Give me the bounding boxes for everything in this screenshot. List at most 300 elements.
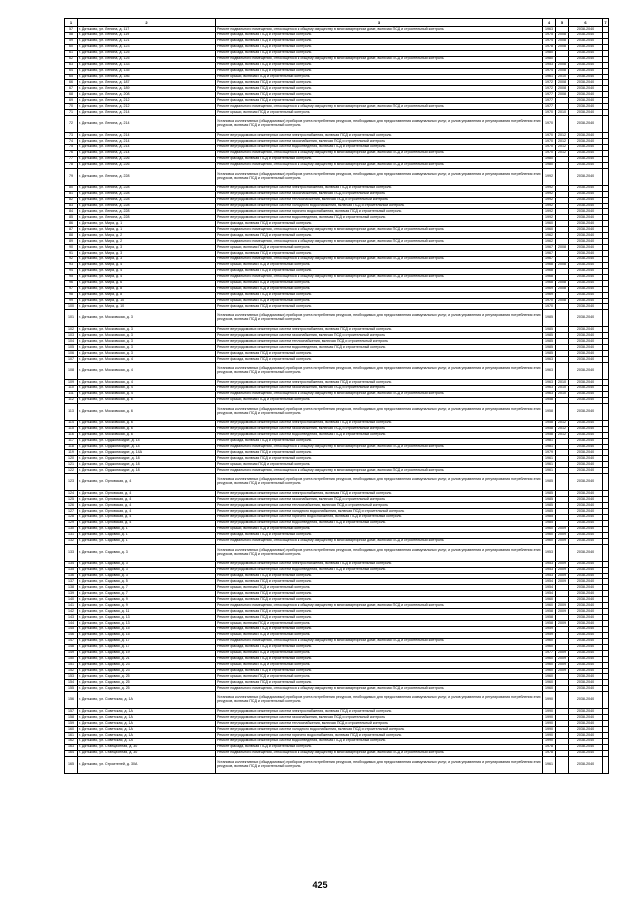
planned-period-cell: 2038-2040 [569, 444, 603, 450]
built-year-cell: 1992 [543, 203, 556, 209]
built-year-cell: 1972 [543, 86, 556, 92]
table-row [65, 310, 609, 327]
last-repair-year-cell [556, 310, 569, 327]
row-number-cell: 106 [65, 351, 78, 357]
row-number-cell: 137 [65, 579, 78, 585]
work-type-cell: Ремонт крыши, включая ПСД и строительный контроль [216, 526, 543, 532]
row-number-cell: 82 [65, 197, 78, 203]
address-cell: г. Дятьково, ул. Ленина, д. 125 [78, 50, 216, 56]
row-number-cell: 122 [65, 468, 78, 474]
work-type-cell: Установка коллективных (общедомовых) приборов учета потребления ресурсов, необходимых для предоставления коммунальных услуг, и узлов управления и регулирования потребления этих ресурсов, включая ПСД и строительный контроль [216, 403, 543, 420]
row-number-cell: 153 [65, 674, 78, 680]
work-type-cell: Ремонт подвального помещения, относящегося к общему имуществу в многоквартирном доме, включая ПСД и строительный контроль [216, 391, 543, 397]
planned-period-cell: 2038-2040 [569, 351, 603, 357]
built-year-cell: 1985 [543, 503, 556, 509]
address-cell: г. Дятьково, ул. Мира, д. 4 [78, 274, 216, 280]
work-type-cell: Ремонт внутридомовых инженерных систем газоснабжения, включая ПСД и строительный контроль [216, 385, 543, 391]
row-number-cell: 148 [65, 644, 78, 650]
planned-period-cell: 2038-2040 [569, 573, 603, 579]
row-number-cell: 144 [65, 621, 78, 627]
work-type-cell: Ремонт подвального помещения, относящегося к общему имуществу в многоквартирном доме, включая ПСД и строительный контроль [216, 162, 543, 168]
planned-period-cell: 2038-2040 [569, 438, 603, 444]
address-cell: г. Дятьково, ул. Садовая, д. 25 [78, 686, 216, 692]
last-repair-year-cell: 2012 [556, 420, 569, 426]
planned-period-cell: 2038-2040 [569, 709, 603, 715]
work-type-cell: Ремонт фасада, включая ПСД и строительный контроль [216, 609, 543, 615]
built-year-cell: 1974 [543, 38, 556, 44]
planned-period-cell: 2038-2040 [569, 621, 603, 627]
address-cell: г. Дятьково, ул. Ленина, д. 117 [78, 27, 216, 33]
work-type-cell: Ремонт крыши, включая ПСД и строительный контроль [216, 632, 543, 638]
built-year-cell: 1968 [543, 268, 556, 274]
address-cell: г. Дятьково, ул. Орловская, д. 4 [78, 474, 216, 491]
built-year-cell: 1960 [543, 686, 556, 692]
address-cell: г. Дятьково, ул. Ленина, д. 214 [78, 150, 216, 156]
work-type-cell: Ремонт подвального помещения, относящегося к общему имуществу в многоквартирном доме, включая ПСД и строительный контроль [216, 227, 543, 233]
header-cell: 2 [78, 19, 216, 27]
last-repair-year-cell: 2009 [556, 561, 569, 567]
last-repair-year-cell: 2010 [556, 110, 569, 116]
header-cell: 4 [543, 19, 556, 27]
built-year-cell: 1960 [543, 526, 556, 532]
address-cell: г. Дятьково, ул. Московская, д. 4 [78, 380, 216, 386]
row-number-cell: 111 [65, 391, 78, 397]
planned-period-cell: 2038-2040 [569, 609, 603, 615]
address-cell: г. Дятьково, ул. Садовая, д. 23 [78, 668, 216, 674]
work-type-cell: Ремонт подвального помещения, относящегося к общему имуществу в многоквартирном доме, включая ПСД и строительный контроль [216, 274, 543, 280]
work-type-cell: Ремонт внутридомовых инженерных систем водоотведения, включая ПСД и строительный контроль [216, 567, 543, 573]
built-year-cell: 1969 [543, 292, 556, 298]
built-year-cell: 1960 [543, 638, 556, 644]
work-type-cell: Установка коллективных (общедомовых) приборов учета потребления ресурсов, необходимых для предоставления коммунальных услуг, и узлов управления и регулирования потребления этих ресурсов, включая ПСД и строительный контроль [216, 544, 543, 561]
row-number-cell: 93 [65, 262, 78, 268]
work-type-cell: Ремонт фасада, включая ПСД и строительный контроль [216, 591, 543, 597]
address-cell: г. Дятьково, ул. Станционная, д. 30 [78, 744, 216, 750]
table-row [65, 116, 609, 133]
row-number-cell: 152 [65, 668, 78, 674]
address-cell: г. Дятьково, ул. Мира, д. 4 [78, 268, 216, 274]
last-repair-year-cell [556, 474, 569, 491]
built-year-cell: 1961 [543, 756, 556, 773]
work-type-cell: Ремонт внутридомовых инженерных систем водоотведения, включая ПСД и строительный контроль [216, 345, 543, 351]
work-type-cell: Ремонт внутридомовых инженерных систем горячего водоснабжения, включая ПСД и строительный контроль [216, 209, 543, 215]
address-cell: г. Дятьково, ул. Садовая, д. 9 [78, 597, 216, 603]
last-repair-year-cell: 2012 [556, 432, 569, 438]
row-number-cell: 141 [65, 603, 78, 609]
built-year-cell: 1963 [543, 363, 556, 380]
work-type-cell: Ремонт внутридомовых инженерных систем водоотведения, включая ПСД и строительный контроль [216, 215, 543, 221]
built-year-cell: 1980 [543, 50, 556, 56]
row-number-cell: 142 [65, 609, 78, 615]
header-cell: 5 [556, 19, 569, 27]
row-number-cell: 61 [65, 50, 78, 56]
work-type-cell: Ремонт крыши, включая ПСД и строительный контроль [216, 674, 543, 680]
row-number-cell: 131 [65, 532, 78, 538]
built-year-cell: 1959 [543, 632, 556, 638]
work-type-cell: Ремонт фасада, включая ПСД и строительный контроль [216, 292, 543, 298]
work-type-cell: Ремонт внутридомовых инженерных систем газоснабжения, включая ПСД и строительный контроль [216, 191, 543, 197]
planned-period-cell: 2038-2040 [569, 144, 603, 150]
empty-cell [603, 756, 609, 773]
planned-period-cell: 2038-2040 [569, 668, 603, 674]
address-cell: г. Дятьково, ул. Московская, д. 6 [78, 432, 216, 438]
last-repair-year-cell [556, 363, 569, 380]
work-type-cell: Ремонт внутридомовых инженерных систем теплоснабжения, включая ПСД и строительный контроль [216, 503, 543, 509]
address-cell: г. Дятьково, ул. Мира, д. 2 [78, 239, 216, 245]
row-number-cell: 79 [65, 168, 78, 185]
planned-period-cell: 2038-2040 [569, 692, 603, 709]
address-cell: г. Дятьково, ул. Мира, д. 2 [78, 233, 216, 239]
row-number-cell: 74 [65, 139, 78, 145]
row-number-cell: 75 [65, 144, 78, 150]
built-year-cell: 1992 [543, 209, 556, 215]
work-type-cell: Ремонт внутридомовых инженерных систем электроснабжения, включая ПСД и строительный контроль [216, 185, 543, 191]
last-repair-year-cell: 2009 [556, 573, 569, 579]
work-type-cell: Ремонт внутридомовых инженерных систем холодного водоснабжения, включая ПСД и строительный контроль [216, 727, 543, 733]
header-cell: 1 [65, 19, 78, 27]
built-year-cell: 1953 [543, 573, 556, 579]
address-cell: г. Дятьково, ул. Ленина, д. 228 [78, 168, 216, 185]
planned-period-cell: 2038-2040 [569, 44, 603, 50]
last-repair-year-cell: 2008 [556, 38, 569, 44]
planned-period-cell: 2038-2040 [569, 756, 603, 773]
built-year-cell: 1990 [543, 733, 556, 739]
planned-period-cell: 2038-2040 [569, 104, 603, 110]
work-type-cell: Ремонт подвального помещения, относящегося к общему имуществу в многоквартирном доме, включая ПСД и строительный контроль [216, 638, 543, 644]
work-type-cell: Установка коллективных (общедомовых) приборов учета потребления ресурсов, необходимых для предоставления коммунальных услуг, и узлов управления и регулирования потребления этих ресурсов, включая ПСД и строительный контроль [216, 116, 543, 133]
address-cell: г. Дятьково, ул. Садовая, д. 5 [78, 579, 216, 585]
planned-period-cell: 2038-2040 [569, 380, 603, 386]
row-number-cell: 120 [65, 456, 78, 462]
last-repair-year-cell: 2008 [556, 280, 569, 286]
address-cell: г. Дятьково, ул. Ленина, д. 228 [78, 215, 216, 221]
row-number-cell: 133 [65, 544, 78, 561]
address-cell: г. Дятьково, ул. Мира, д. 3 [78, 245, 216, 251]
row-number-cell: 81 [65, 191, 78, 197]
row-number-cell: 110 [65, 385, 78, 391]
planned-period-cell: 2038-2040 [569, 280, 603, 286]
address-cell: г. Дятьково, ул. Ленина, д. 228 [78, 185, 216, 191]
planned-period-cell: 2038-2040 [569, 656, 603, 662]
built-year-cell: 1970 [543, 133, 556, 139]
work-type-cell: Ремонт фасада, включая ПСД и строительный контроль [216, 251, 543, 257]
address-cell: г. Дятьково, ул. Ленина, д. 214 [78, 144, 216, 150]
last-repair-year-cell: 2008 [556, 245, 569, 251]
planned-period-cell: 2038-2040 [569, 268, 603, 274]
planned-period-cell: 2038-2040 [569, 632, 603, 638]
built-year-cell: 1960 [543, 674, 556, 680]
last-repair-year-cell: 2008 [556, 86, 569, 92]
built-year-cell: 1990 [543, 727, 556, 733]
address-cell: г. Дятьково, ул. Ленина, д. 228 [78, 197, 216, 203]
work-type-cell: Ремонт внутридомовых инженерных систем газоснабжения, включая ПСД и строительный контроль [216, 139, 543, 145]
work-type-cell: Ремонт фасада, включая ПСД и строительный контроль [216, 98, 543, 104]
planned-period-cell: 2038-2040 [569, 721, 603, 727]
row-number-cell: 145 [65, 626, 78, 632]
planned-period-cell: 2038-2040 [569, 750, 603, 756]
built-year-cell: 1992 [543, 191, 556, 197]
work-type-cell: Ремонт крыши, включая ПСД и строительный контроль [216, 397, 543, 403]
built-year-cell: 1958 [543, 615, 556, 621]
address-cell: г. Дятьково, ул. Садовая, д. 17 [78, 644, 216, 650]
work-type-cell: Установка коллективных (общедомовых) приборов учета потребления ресурсов, необходимых для предоставления коммунальных услуг, и узлов управления и регулирования потребления этих ресурсов, включая ПСД и строительный контроль [216, 310, 543, 327]
built-year-cell: 1954 [543, 585, 556, 591]
built-year-cell: 1963 [543, 385, 556, 391]
last-repair-year-cell: 2009 [556, 662, 569, 668]
address-cell: г. Дятьково, ул. Московская, д. 6 [78, 420, 216, 426]
built-year-cell: 1985 [543, 520, 556, 526]
row-number-cell: 158 [65, 715, 78, 721]
empty-cell [603, 474, 609, 491]
address-cell: г. Дятьково, ул. Орловская, д. 4 [78, 497, 216, 503]
work-type-cell: Ремонт подвального помещения, относящегося к общему имуществу в многоквартирном доме, включая ПСД и строительный контроль [216, 468, 543, 474]
built-year-cell: 1954 [543, 591, 556, 597]
planned-period-cell: 2038-2040 [569, 116, 603, 133]
address-cell: г. Дятьково, ул. Садовая, д. 1 [78, 526, 216, 532]
last-repair-year-cell: 2009 [556, 656, 569, 662]
address-cell: г. Дятьково, ул. Ленина, д. 212 [78, 104, 216, 110]
planned-period-cell: 2038-2040 [569, 80, 603, 86]
address-cell: г. Дятьково, ул. Московская, д. 3 [78, 310, 216, 327]
work-type-cell: Ремонт фасада, включая ПСД и строительный контроль [216, 680, 543, 686]
built-year-cell: 1960 [543, 662, 556, 668]
built-year-cell: 1970 [543, 139, 556, 145]
address-cell: г. Дятьково, ул. Мира, д. 10 [78, 298, 216, 304]
built-year-cell: 1958 [543, 621, 556, 627]
work-type-cell: Установка коллективных (общедомовых) приборов учета потребления ресурсов, необходимых для предоставления коммунальных услуг, и узлов управления и регулирования потребления этих ресурсов, включая ПСД и строительный контроль [216, 474, 543, 491]
work-type-cell: Ремонт внутридомовых инженерных систем водоотведения, включая ПСД и строительный контроль [216, 144, 543, 150]
built-year-cell: 1979 [543, 450, 556, 456]
planned-period-cell: 2038-2040 [569, 56, 603, 62]
work-type-cell: Ремонт внутридомовых инженерных систем горячего водоснабжения, включая ПСД и строительный контроль [216, 514, 543, 520]
planned-period-cell: 2038-2040 [569, 68, 603, 74]
address-cell: г. Дятьково, ул. Строителей, д. 30А [78, 756, 216, 773]
row-number-cell: 87 [65, 227, 78, 233]
planned-period-cell: 2038-2040 [569, 686, 603, 692]
built-year-cell: 1985 [543, 509, 556, 515]
row-number-cell: 150 [65, 656, 78, 662]
planned-period-cell: 2038-2040 [569, 544, 603, 561]
header-cell: 6 [569, 19, 603, 27]
work-type-cell: Ремонт внутридомовых инженерных систем электроснабжения, включая ПСД и строительный контроль [216, 491, 543, 497]
address-cell: г. Дятьково, ул. Московская, д. 4 [78, 385, 216, 391]
planned-period-cell: 2038-2040 [569, 162, 603, 168]
row-number-cell: 94 [65, 268, 78, 274]
address-cell: г. Дятьково, ул. Мира, д. 3 [78, 251, 216, 257]
built-year-cell: 1960 [543, 656, 556, 662]
last-repair-year-cell: 2008 [556, 62, 569, 68]
built-year-cell: 1970 [543, 298, 556, 304]
address-cell: г. Дятьково, ул. Московская, д. 6 [78, 403, 216, 420]
work-type-cell: Ремонт крыши, включая ПСД и строительный контроль [216, 650, 543, 656]
row-number-cell: 147 [65, 638, 78, 644]
address-cell: г. Дятьково, ул. Советская, д. 1А [78, 721, 216, 727]
row-number-cell: 64 [65, 68, 78, 74]
planned-period-cell: 2038-2040 [569, 538, 603, 544]
address-cell: г. Дятьково, ул. Ленина, д. 186 [78, 74, 216, 80]
last-repair-year-cell: 2012 [556, 150, 569, 156]
row-number-cell: 132 [65, 538, 78, 544]
address-cell: г. Дятьково, ул. Мира, д. 4 [78, 262, 216, 268]
work-type-cell: Ремонт подвального помещения, относящегося к общему имуществу в многоквартирном доме, включая ПСД и строительный контроль [216, 686, 543, 692]
last-repair-year-cell: 2009 [556, 668, 569, 674]
built-year-cell: 1980 [543, 56, 556, 62]
last-repair-year-cell: 2012 [556, 139, 569, 145]
work-type-cell: Ремонт фасада, включая ПСД и строительный контроль [216, 450, 543, 456]
planned-period-cell: 2038-2040 [569, 221, 603, 227]
address-cell: г. Дятьково, ул. Ленина, д. 228 [78, 203, 216, 209]
work-type-cell: Ремонт фасада, включая ПСД и строительный контроль [216, 62, 543, 68]
row-number-cell: 105 [65, 345, 78, 351]
planned-period-cell: 2038-2040 [569, 567, 603, 573]
row-number-cell: 103 [65, 333, 78, 339]
address-cell: г. Дятьково, ул. Садовая, д. 3 [78, 561, 216, 567]
row-number-cell: 62 [65, 56, 78, 62]
last-repair-year-cell: 2012 [556, 426, 569, 432]
row-number-cell: 83 [65, 203, 78, 209]
work-type-cell: Ремонт внутридомовых инженерных систем электроснабжения, включая ПСД и строительный контроль [216, 709, 543, 715]
planned-period-cell: 2038-2040 [569, 168, 603, 185]
work-type-cell: Ремонт крыши, включая ПСД и строительный контроль [216, 585, 543, 591]
work-type-cell: Ремонт внутридомовых инженерных систем электроснабжения, включая ПСД и строительный контроль [216, 327, 543, 333]
table-row [65, 363, 609, 380]
row-number-cell: 154 [65, 680, 78, 686]
planned-period-cell: 2038-2040 [569, 744, 603, 750]
work-type-cell: Ремонт внутридомовых инженерных систем водоотведения, включая ПСД и строительный контроль [216, 520, 543, 526]
planned-period-cell: 2038-2040 [569, 74, 603, 80]
built-year-cell: 1968 [543, 262, 556, 268]
row-number-cell: 101 [65, 310, 78, 327]
address-cell: г. Дятьково, ул. Орловская, д. 4 [78, 509, 216, 515]
row-number-cell: 123 [65, 474, 78, 491]
row-number-cell: 78 [65, 162, 78, 168]
planned-period-cell: 2038-2040 [569, 239, 603, 245]
work-type-cell: Ремонт крыши, включая ПСД и строительный контроль [216, 262, 543, 268]
planned-period-cell: 2038-2040 [569, 450, 603, 456]
work-type-cell: Ремонт крыши, включая ПСД и строительный контроль [216, 280, 543, 286]
last-repair-year-cell: 2009 [556, 526, 569, 532]
table-row [65, 692, 609, 709]
address-cell: г. Дятьково, ул. Мира, д. 1 [78, 227, 216, 233]
address-cell: г. Дятьково, ул. Московская, д. 3 [78, 345, 216, 351]
built-year-cell: 1960 [543, 644, 556, 650]
built-year-cell: 1960 [543, 532, 556, 538]
document-page [64, 18, 608, 774]
last-repair-year-cell: 2012 [556, 133, 569, 139]
planned-period-cell: 2038-2040 [569, 391, 603, 397]
address-cell: г. Дятьково, ул. Советская, д. 1А [78, 738, 216, 744]
address-cell: г. Дятьково, ул. Ленина, д. 135 [78, 68, 216, 74]
row-number-cell: 58 [65, 32, 78, 38]
last-repair-year-cell: 2009 [556, 579, 569, 585]
row-number-cell: 159 [65, 721, 78, 727]
row-number-cell: 63 [65, 62, 78, 68]
last-repair-year-cell: 2009 [556, 603, 569, 609]
table-row [65, 474, 609, 491]
planned-period-cell: 2038-2040 [569, 474, 603, 491]
address-cell: г. Дятьково, ул. Советская, д. 1А [78, 709, 216, 715]
work-type-cell: Ремонт внутридомовых инженерных систем электроснабжения, включая ПСД и строительный контроль [216, 133, 543, 139]
built-year-cell: 1990 [543, 692, 556, 709]
address-cell: г. Дятьково, ул. Садовая, д. 25 [78, 674, 216, 680]
row-number-cell: 130 [65, 526, 78, 532]
address-cell: г. Дятьково, ул. Московская, д. 6 [78, 397, 216, 403]
address-cell: г. Дятьково, ул. Ленина, д. 214 [78, 133, 216, 139]
planned-period-cell: 2038-2040 [569, 520, 603, 526]
built-year-cell: 1961 [543, 462, 556, 468]
row-number-cell: 128 [65, 514, 78, 520]
built-year-cell: 1985 [543, 474, 556, 491]
work-type-cell: Ремонт фасада, включая ПСД и строительный контроль [216, 573, 543, 579]
planned-period-cell: 2038-2040 [569, 662, 603, 668]
row-number-cell: 97 [65, 286, 78, 292]
address-cell: г. Дятьково, ул. Садовая, д. 25 [78, 680, 216, 686]
row-number-cell: 127 [65, 509, 78, 515]
row-number-cell: 72 [65, 116, 78, 133]
table-row [65, 544, 609, 561]
work-type-cell: Ремонт внутридомовых инженерных систем газоснабжения, включая ПСД и строительный контроль [216, 426, 543, 432]
row-number-cell: 149 [65, 650, 78, 656]
empty-cell [603, 692, 609, 709]
work-type-cell: Ремонт внутридомовых инженерных систем теплоснабжения, включая ПСД и строительный контроль [216, 721, 543, 727]
table-row [65, 756, 609, 773]
row-number-cell: 151 [65, 662, 78, 668]
work-type-cell: Ремонт крыши, включая ПСД и строительный контроль [216, 286, 543, 292]
address-cell: г. Дятьково, ул. Садовая, д. 11 [78, 609, 216, 615]
built-year-cell: 1958 [543, 432, 556, 438]
row-number-cell: 164 [65, 750, 78, 756]
planned-period-cell: 2038-2040 [569, 150, 603, 156]
planned-period-cell: 2038-2040 [569, 468, 603, 474]
row-number-cell: 146 [65, 632, 78, 638]
last-repair-year-cell: 2008 [556, 80, 569, 86]
planned-period-cell: 2038-2040 [569, 532, 603, 538]
address-cell: г. Дятьково, ул. Московская, д. 3 [78, 327, 216, 333]
address-cell: г. Дятьково, ул. Станционная, д. 30 [78, 750, 216, 756]
planned-period-cell: 2038-2040 [569, 345, 603, 351]
built-year-cell: 1958 [543, 426, 556, 432]
address-cell: г. Дятьково, ул. Садовая, д. 23 [78, 662, 216, 668]
row-number-cell: 135 [65, 567, 78, 573]
built-year-cell: 1960 [543, 668, 556, 674]
built-year-cell: 1961 [543, 456, 556, 462]
built-year-cell: 1962 [543, 239, 556, 245]
address-cell: г. Дятьково, ул. Садовая, д. 13 [78, 621, 216, 627]
address-cell: г. Дятьково, ул. Садовая, д. 1 [78, 538, 216, 544]
planned-period-cell: 2038-2040 [569, 503, 603, 509]
planned-period-cell: 2038-2040 [569, 733, 603, 739]
row-number-cell: 77 [65, 156, 78, 162]
row-number-cell: 88 [65, 233, 78, 239]
built-year-cell: 1981 [543, 438, 556, 444]
address-cell: г. Дятьково, ул. Орджоникидзе, д. 14 [78, 444, 216, 450]
built-year-cell: 1980 [543, 156, 556, 162]
built-year-cell: 1992 [543, 197, 556, 203]
built-year-cell: 1968 [543, 274, 556, 280]
row-number-cell: 85 [65, 215, 78, 221]
built-year-cell: 1958 [543, 403, 556, 420]
built-year-cell: 1968 [543, 280, 556, 286]
row-number-cell: 115 [65, 426, 78, 432]
last-repair-year-cell: 2012 [556, 144, 569, 150]
planned-period-cell: 2038-2040 [569, 514, 603, 520]
built-year-cell: 1985 [543, 351, 556, 357]
work-type-cell: Ремонт внутридомовых инженерных систем газоснабжения, включая ПСД и строительный контроль [216, 333, 543, 339]
planned-period-cell: 2038-2040 [569, 92, 603, 98]
address-cell: г. Дятьково, ул. Орловская, д. 4 [78, 503, 216, 509]
last-repair-year-cell: 2009 [556, 532, 569, 538]
work-type-cell: Установка коллективных (общедомовых) приборов учета потребления ресурсов, необходимых для предоставления коммунальных услуг, и узлов управления и регулирования потребления этих ресурсов, включая ПСД и строительный контроль [216, 756, 543, 773]
